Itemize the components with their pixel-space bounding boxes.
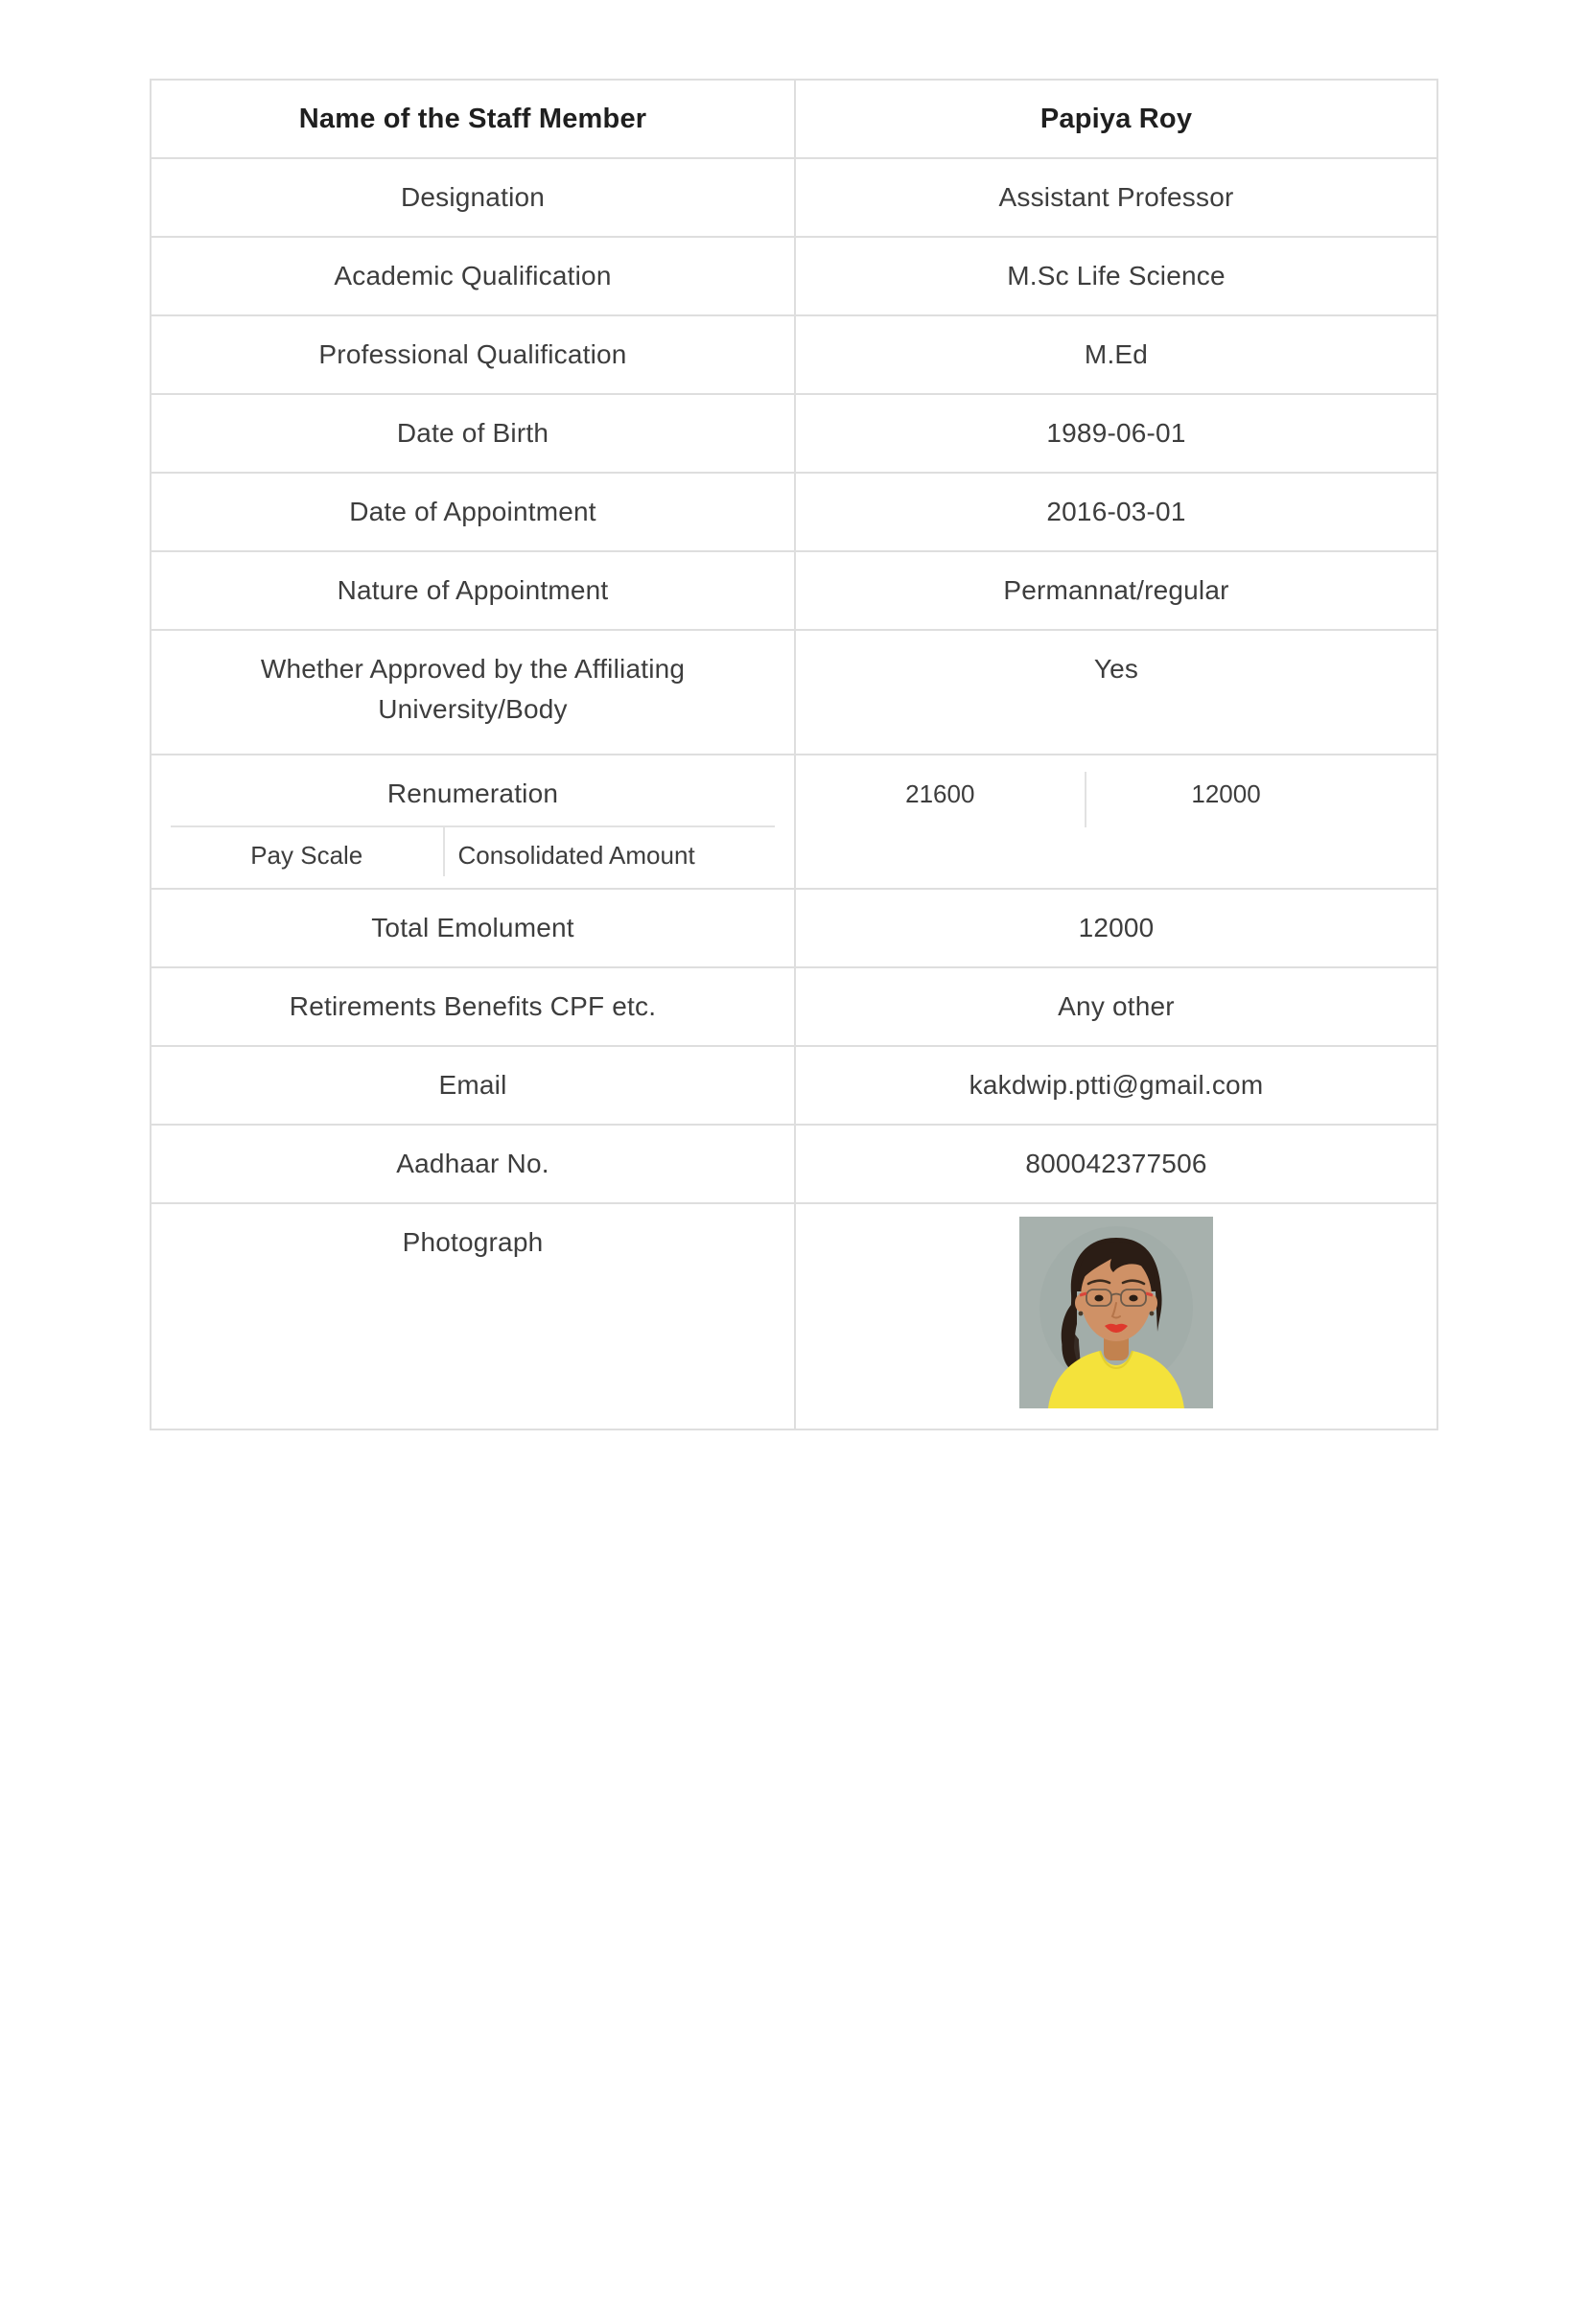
row-photograph	[152, 1204, 1436, 1429]
designation-label-cell	[152, 159, 794, 236]
aadhaar-value-cell	[794, 1126, 1436, 1202]
row-total-emolument	[152, 890, 1436, 968]
staff-name-label-cell	[152, 81, 794, 157]
date-of-birth-value: 1989-06-01	[1046, 418, 1186, 448]
professional-qualification-label: Professional Qualification	[318, 339, 627, 369]
pay-scale-subheader: Pay Scale	[250, 841, 363, 870]
date-of-birth-value-cell	[794, 395, 1436, 472]
renumeration-label-cell	[152, 755, 794, 888]
aadhaar-label: Aadhaar No.	[396, 1149, 549, 1178]
university-approval-value-cell	[794, 631, 1436, 754]
total-emolument-label-cell	[152, 890, 794, 966]
university-approval-label-cell	[152, 631, 794, 754]
email-value: kakdwip.ptti@gmail.com	[969, 1070, 1264, 1100]
university-approval-value: Yes	[1093, 654, 1139, 684]
staff-name-value: Papiya Roy	[1039, 104, 1193, 134]
email-label-cell	[152, 1047, 794, 1124]
pay-scale-value: 21600	[905, 779, 975, 808]
designation-value: Assistant Professor	[998, 182, 1234, 212]
renumeration-value-cell	[794, 755, 1436, 888]
staff-details-table	[150, 79, 1438, 1430]
photo-eye-left	[1094, 1295, 1103, 1302]
renumeration-subheader-row	[171, 825, 775, 876]
renumeration-label: Renumeration	[386, 779, 559, 808]
professional-qualification-label-cell	[152, 316, 794, 393]
consolidated-amount-value: 12000	[1191, 779, 1261, 808]
academic-qualification-label-cell	[152, 238, 794, 314]
academic-qualification-value-cell	[794, 238, 1436, 314]
consolidated-amount-subheader: Consolidated Amount	[443, 827, 709, 876]
date-of-birth-label: Date of Birth	[396, 418, 549, 448]
total-emolument-value: 12000	[1078, 913, 1155, 942]
row-retirement-benefits	[152, 968, 1436, 1047]
nature-of-appointment-value-cell	[794, 552, 1436, 629]
email-label: Email	[438, 1070, 507, 1100]
aadhaar-value: 800042377506	[1025, 1149, 1207, 1178]
photograph-label: Photograph	[402, 1227, 544, 1257]
retirement-benefits-label: Retirements Benefits CPF etc.	[289, 991, 657, 1021]
date-of-appointment-label-cell	[152, 474, 794, 550]
date-of-appointment-value: 2016-03-01	[1046, 497, 1186, 526]
row-aadhaar	[152, 1126, 1436, 1204]
total-emolument-label: Total Emolument	[371, 913, 574, 942]
renumeration-subheader-spacer	[709, 827, 775, 876]
row-nature-of-appointment	[152, 552, 1436, 631]
university-approval-label: Whether Approved by the Affiliating University/Body	[260, 654, 686, 724]
staff-name-value-cell	[794, 81, 1436, 157]
row-renumeration	[152, 755, 1436, 890]
row-date-of-appointment	[152, 474, 1436, 552]
photo-earring-right	[1150, 1312, 1155, 1316]
row-university-approval	[152, 631, 1436, 755]
nature-of-appointment-label-cell	[152, 552, 794, 629]
photograph-value-cell	[794, 1204, 1436, 1429]
row-staff-name	[152, 81, 1436, 159]
academic-qualification-label: Academic Qualification	[334, 261, 612, 290]
staff-photo	[1019, 1217, 1213, 1408]
renumeration-values-row	[796, 774, 1436, 827]
email-value-cell	[794, 1047, 1436, 1124]
date-of-appointment-value-cell	[794, 474, 1436, 550]
retirement-benefits-value: Any other	[1058, 991, 1175, 1021]
aadhaar-label-cell	[152, 1126, 794, 1202]
row-professional-qualification	[152, 316, 1436, 395]
total-emolument-value-cell	[794, 890, 1436, 966]
staff-name-label: Name of the Staff Member	[298, 104, 647, 134]
row-academic-qualification	[152, 238, 1436, 316]
date-of-appointment-label: Date of Appointment	[349, 497, 596, 526]
row-date-of-birth	[152, 395, 1436, 474]
date-of-birth-label-cell	[152, 395, 794, 472]
row-designation	[152, 159, 1436, 238]
row-email	[152, 1047, 1436, 1126]
photograph-label-cell	[152, 1204, 794, 1429]
photo-earring-left	[1079, 1312, 1084, 1316]
retirement-benefits-value-cell	[794, 968, 1436, 1045]
photo-eye-right	[1129, 1295, 1137, 1302]
professional-qualification-value: M.Ed	[1084, 339, 1149, 369]
nature-of-appointment-label: Nature of Appointment	[337, 575, 609, 605]
academic-qualification-value: M.Sc Life Science	[1007, 261, 1226, 290]
designation-label: Designation	[400, 182, 546, 212]
retirement-benefits-label-cell	[152, 968, 794, 1045]
designation-value-cell	[794, 159, 1436, 236]
professional-qualification-value-cell	[794, 316, 1436, 393]
nature-of-appointment-value: Permannat/regular	[1003, 575, 1229, 605]
